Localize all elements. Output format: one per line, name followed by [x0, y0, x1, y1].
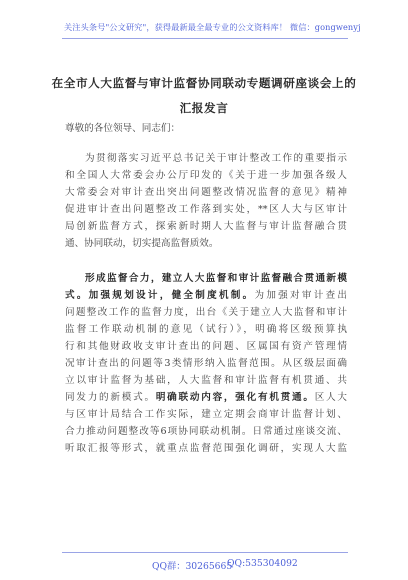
subheading-bold: 明确联动内容，强化有机贯通。: [155, 392, 315, 403]
paragraph-line: 行和其他财政收支审计查出的问题、区属国有资产管理情: [65, 341, 347, 352]
paragraph-text: 区人大: [314, 392, 348, 403]
paragraph-line: 立以审计监督为基础，人大监督和审计监督有机贯通、共: [65, 375, 347, 386]
document-title-line-1: 在全市人大监督与审计监督协同联动专题调研座谈会上的: [51, 76, 357, 90]
paragraph-line: 合力推动问题整改等6项协同联动机制。日常通过座谈交流、: [65, 426, 347, 437]
page-footer: [0, 552, 408, 580]
paragraph-text: 为加强对审计查出: [254, 290, 347, 301]
qq-group-number: QQ群：30265665: [152, 561, 233, 572]
paragraph-line: 为贯彻落实习近平总书记关于审计整改工作的重要指示: [85, 153, 347, 164]
paragraph-line: 听取汇报等形式，就重点监督范围强化调研，实现人大监: [65, 443, 347, 454]
paragraph-line: 局创新监督方式，探索新时期人大监督与审计监督融合贯: [65, 221, 347, 232]
qq-number: QQ:535304092: [227, 558, 298, 569]
header-divider: [62, 38, 348, 39]
paragraph-line: 监督工作联动机制的意见（试行）》，明确将区级预算执: [65, 324, 347, 335]
page-header: [0, 0, 408, 44]
paragraph-line: [65, 290, 347, 302]
salutation: 尊敬的各位领导、同志们：: [65, 123, 181, 134]
paragraph-line: 与区审计局结合工作实际，建立定期会商审计监督计划、: [65, 409, 347, 420]
paragraph-line: 大常委会对审计查出突出问题整改情况监督的意见》精神: [65, 187, 347, 198]
paragraph-line: 况审计查出的问题等3类情形纳入监督范围。从区级层面确: [65, 358, 347, 369]
paragraph-text: 同发力的新模式。: [65, 392, 156, 403]
paragraph-line: 问题整改工作的监督力度，出台《关于建立人大监督和审计: [65, 307, 347, 318]
section-heading: 形成监督合力，建立人大监督和审计监督融合贯通新模: [85, 273, 347, 284]
header-promo-text: 关注头条号"公文研究"，获得最新最全最专业的公文资料库！ 微信：gongwenyj: [64, 22, 361, 32]
footer-divider: [62, 552, 348, 553]
paragraph-line: 和全国人大常委会办公厅印发的《关于进一步加强各级人: [65, 170, 347, 181]
paragraph-line: 促进审计查出问题整改工作落到实处，**区人大与区审计: [65, 204, 347, 215]
document-title-line-2: 汇报发言: [179, 101, 229, 115]
paragraph-line: 通、协同联动，切实提高监督质效。: [65, 238, 219, 249]
paragraph-line: [65, 392, 347, 404]
subheading-bold: 式。加强规划设计，健全制度机制。: [65, 290, 255, 301]
